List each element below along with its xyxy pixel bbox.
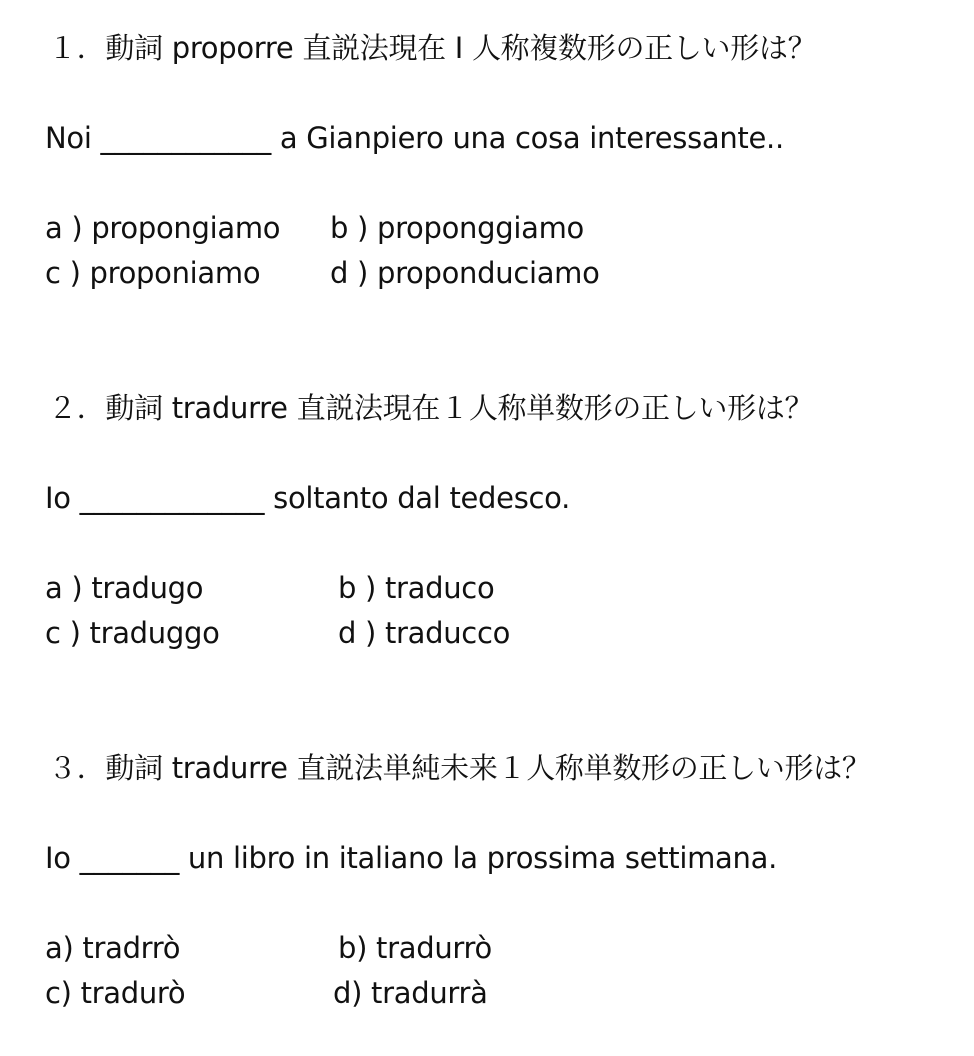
option-d: d ) proponduciamo [330,256,600,290]
question-sentence: Io _______ un libro in italiano la prossima settimana. [45,841,777,875]
option-a: a ) propongiamo [45,211,281,245]
option-c: c ) proponiamo [45,256,261,290]
option-b: b ) traduco [338,571,495,605]
option-d: d ) traducco [338,616,511,650]
question-sentence: Noi ____________ a Gianpiero una cosa interessante.. [45,121,784,155]
option-c: c ) traduggo [45,616,220,650]
option-b: b ) proponggiamo [330,211,584,245]
question-title: ２．動詞 tradurre 直説法現在１人称単数形の正しい形は？ [48,391,814,425]
question-title: ３．動詞 tradurre 直説法単純未来１人称単数形の正しい形は？ [48,751,871,785]
option-d: d) tradurrà [333,976,488,1010]
option-a: a ) tradugo [45,571,204,605]
question-sentence: Io _____________ soltanto dal tedesco. [45,481,571,515]
question-title: １．動詞 proporre 直説法現在 I 人称複数形の正しい形は？ [48,31,817,65]
option-c: c) tradurò [45,976,186,1010]
option-b: b) tradurrò [338,931,492,965]
option-a: a) tradrrò [45,931,181,965]
